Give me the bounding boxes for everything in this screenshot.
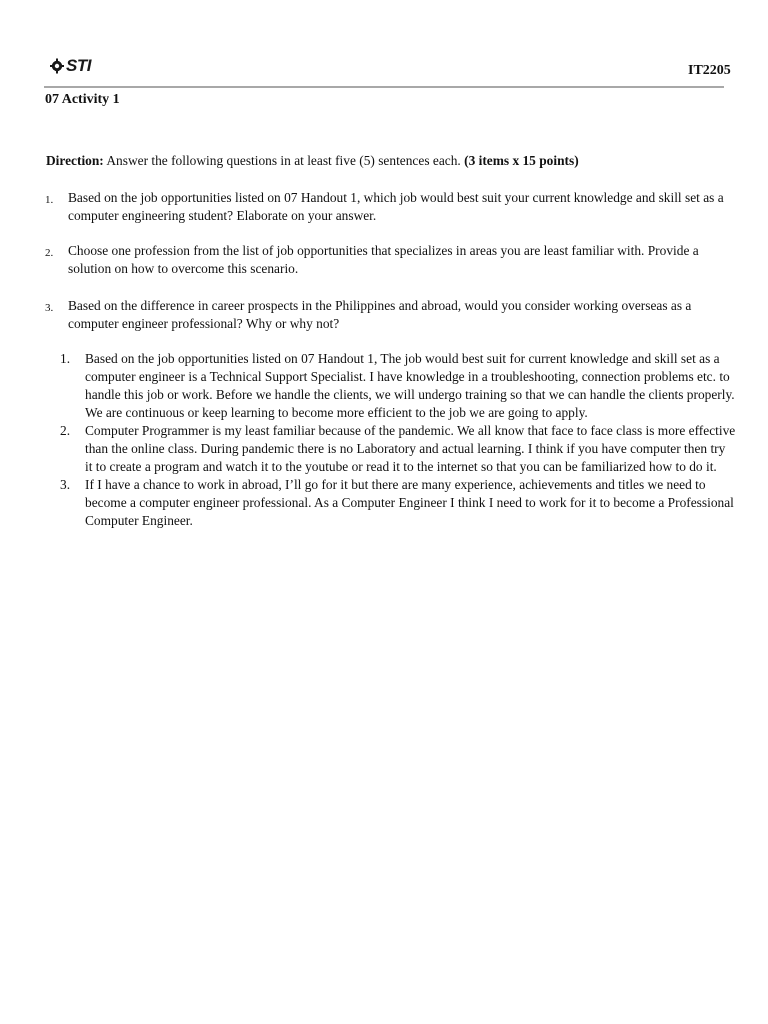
- answer-item: [60, 476, 736, 530]
- question-item: [45, 189, 725, 224]
- question-number: 3.: [45, 302, 54, 314]
- answer-list: [60, 350, 736, 530]
- question-text: Choose one profession from the list of job opportunities that specializes in areas you are least familiar with. Provide a solution on how to overcome this scenario.: [68, 243, 699, 276]
- question-number: 1.: [45, 194, 54, 206]
- course-code: IT2205: [688, 63, 731, 78]
- answer-text: Based on the job opportunities listed on 07 Handout 1, The job would best suit for current knowledge and skill set as a computer engineer is a Technical Support Specialist. I have knowledge in a troubleshooting, connection problems etc. to handle this job or work. Before we handle the clients, we will undergo training so that we can handle the clients properly. We are continuous or keep learning to become more efficient to the job we are going to apply.: [85, 351, 735, 420]
- question-item: [45, 297, 725, 332]
- question-item: [45, 242, 725, 277]
- answer-text: If I have a chance to work in abroad, I’ll go for it but there are many experience, achievements and titles we need to become a computer engineer professional. As a Computer Engineer I think I need to work for it to become a Professional Computer Engineer.: [85, 477, 734, 528]
- direction-line: [46, 153, 579, 169]
- question-text: Based on the job opportunities listed on 07 Handout 1, which job would best suit your current knowledge and skill set as a computer engineering student? Elaborate on your answer.: [68, 190, 724, 223]
- answer-item: [60, 422, 736, 476]
- sti-logo: [50, 56, 91, 76]
- logo-text: STI: [66, 56, 91, 75]
- activity-title: 07 Activity 1: [45, 92, 120, 107]
- question-text: Based on the difference in career prospects in the Philippines and abroad, would you consider working overseas as a computer engineer professional? Why or why not?: [68, 298, 692, 331]
- answer-item: [60, 350, 736, 422]
- sti-logo-icon: [50, 58, 64, 74]
- direction-text: Answer the following questions in at least five (5) sentences each.: [103, 153, 465, 168]
- answer-text: Computer Programmer is my least familiar because of the pandemic. We all know that face to face class is more effective than the online class. During pandemic there is no Laboratory and actual learning. I think if you have computer then try it to create a program and watch it to the youtube or read it to the internet so that you can be familiarized how to do it.: [85, 423, 736, 474]
- direction-points: (3 items x 15 points): [464, 153, 579, 168]
- answer-number: 1.: [60, 351, 71, 366]
- answer-number: 2.: [60, 423, 71, 438]
- header-divider: [44, 86, 724, 88]
- question-number: 2.: [45, 247, 54, 259]
- answer-number: 3.: [60, 477, 71, 492]
- direction-label: Direction:: [46, 153, 104, 168]
